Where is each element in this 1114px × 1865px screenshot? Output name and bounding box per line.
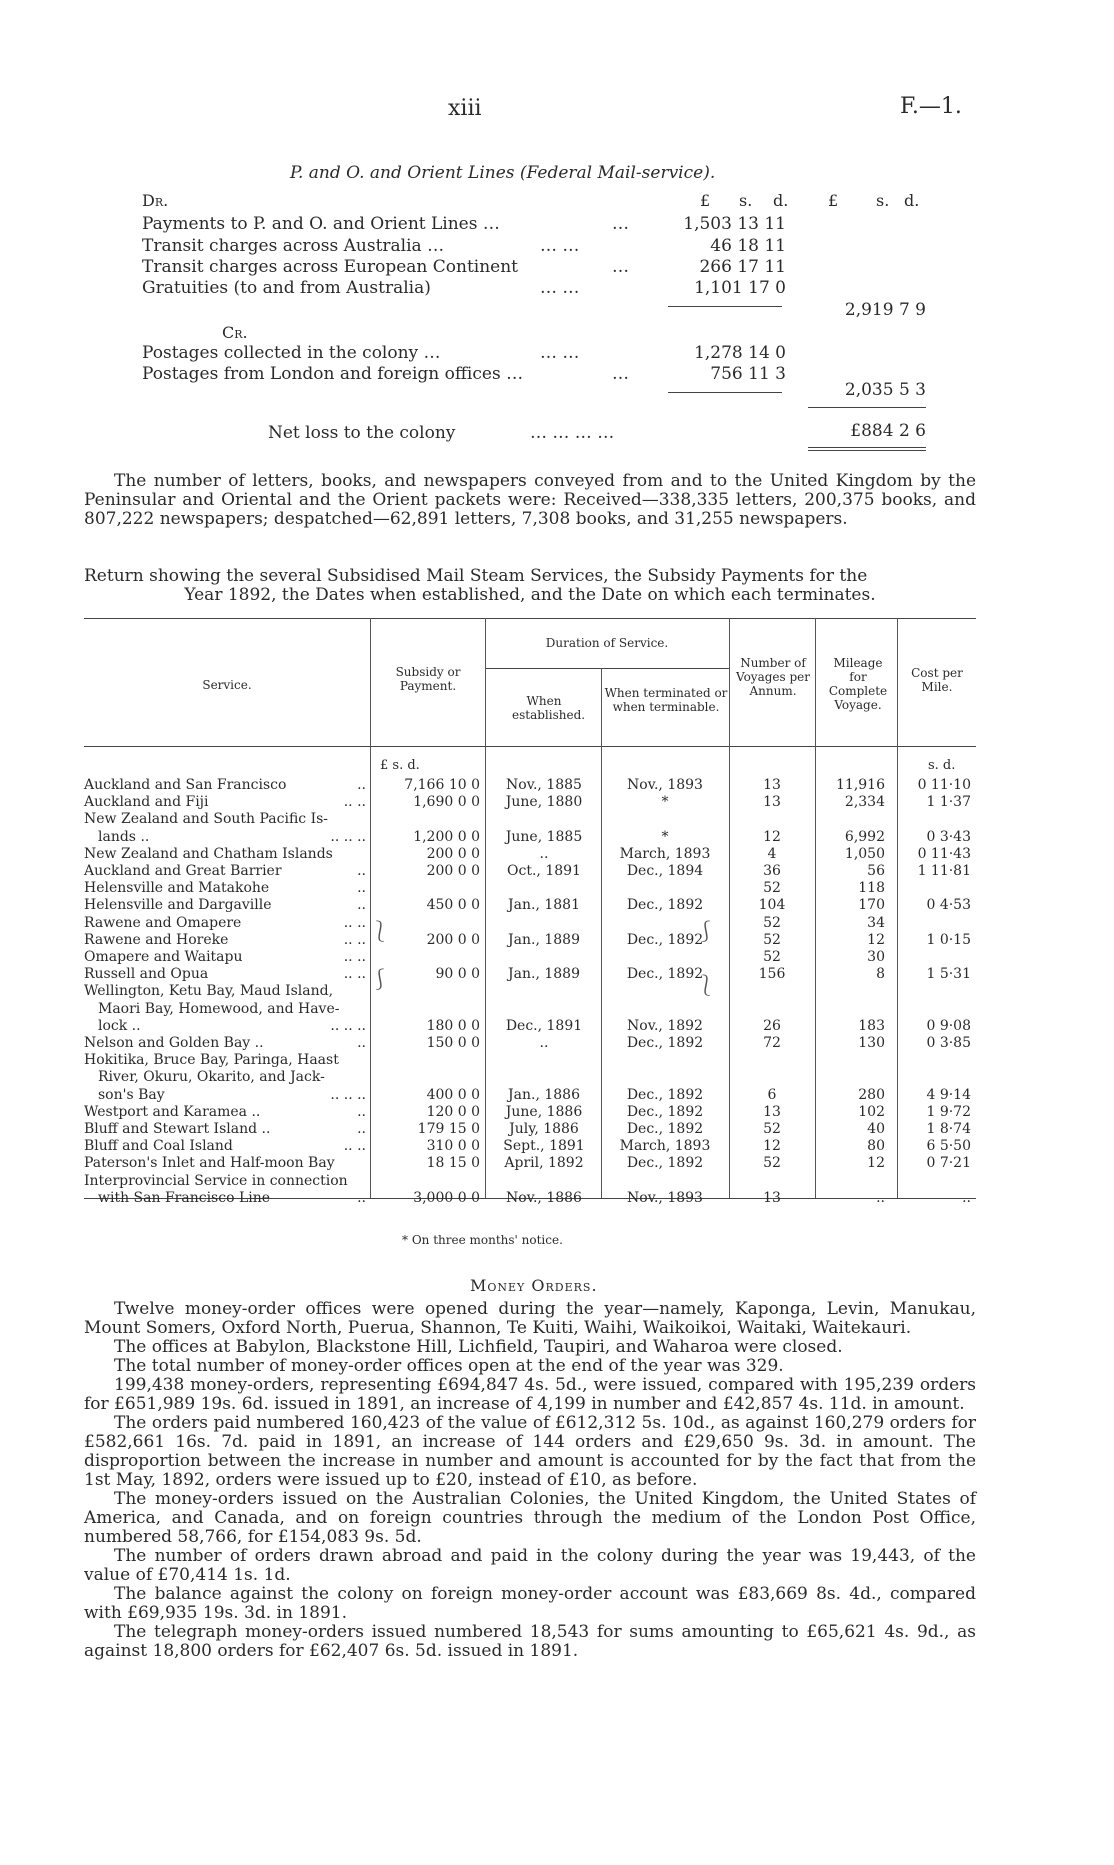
cell-leader-dots: .. [357,777,366,793]
table-row [84,845,976,863]
cell-subsidy: 1,200 0 0 [413,828,480,845]
col-head-pence: d. [773,191,789,210]
col-head-pounds: £ [700,191,711,210]
cell-cost: 0 11·10 [917,777,971,793]
brace-right: ⎰ [696,919,716,943]
cell-terminated: March, 1893 [619,1138,711,1155]
cell-leader-dots: .. [357,1189,366,1206]
cell-terminated: Dec., 1892 [626,1086,704,1103]
cell-established: Oct., 1891 [507,863,581,879]
cell-subsidy: 180 0 0 [426,1017,480,1034]
dr-item-amount: 46 18 11 [710,236,786,256]
cell-voyages: 156 [758,966,786,983]
cell-cost: 0 11·43 [917,845,971,862]
cell-cost: 1 1·37 [926,794,971,811]
cell-service: Bluff and Stewart Island .. [84,1121,271,1137]
cell-voyages: 52 [763,949,781,965]
cell-leader-dots: .. .. [343,794,366,811]
cell-voyages: 4 [767,845,777,862]
cell-terminated: Nov., 1892 [627,1017,703,1034]
cell-service: Rawene and Omapere [84,914,242,931]
cell-leader-dots: .. .. [343,1138,366,1155]
cell-terminated: Dec., 1892 [626,1121,704,1137]
total-rule [808,407,926,408]
cell-established: Nov., 1886 [506,1189,582,1206]
cell-mileage: 11,916 [836,777,885,793]
dr-item-dots: … [612,257,629,277]
cell-mileage: 40 [867,1121,885,1137]
cell-service: son's Bay [98,1086,165,1103]
table-header-rule [84,746,976,747]
cell-terminated: Dec., 1892 [626,1155,704,1172]
dr-label: Dr. [142,191,169,210]
table-row [84,810,976,828]
header-terminated: When terminated or when terminable. [604,686,728,714]
cell-terminated: Dec., 1892 [626,966,704,983]
intro-paragraph [84,472,976,529]
cell-cost: 6 5·50 [926,1138,971,1155]
account-title: P. and O. and Orient Lines (Federal Mail-service). [290,163,716,183]
col-head-shillings: s. [739,191,753,210]
cell-voyages: 12 [763,1138,781,1155]
cell-terminated: Nov., 1893 [627,1189,703,1206]
cell-service: Hokitika, Bruce Bay, Paringa, Haast [84,1052,339,1069]
cell-service: River, Okuru, Okarito, and Jack- [98,1069,325,1086]
dr-item-label: Gratuities (to and from Australia) [142,278,431,298]
table-row [84,1189,976,1207]
cell-established: Dec., 1891 [505,1017,583,1034]
cell-voyages: 13 [763,794,781,811]
page-number: xiii [448,96,482,121]
cell-voyages: 6 [767,1086,777,1103]
net-loss-label: Net loss to the colony [268,423,456,443]
table-footnote: * On three months' notice. [402,1233,563,1247]
money-orders-paragraph: The money-orders issued on the Australian Colonies, the United Kingdom, the United States of America, and Canada, and on foreign countries through the medium of the London Post Office, numbered 58,766, for £154,083 9s. 5d. [84,1489,976,1547]
cell-leader-dots: .. [357,1121,366,1137]
cell-mileage: 102 [858,1103,885,1120]
cell-established: Jan., 1881 [508,897,580,914]
subsidy-table [84,618,976,1218]
header-mileage: Mileage for Complete Voyage. [828,656,888,712]
dr-item-label: Transit charges across European Continent [142,257,519,277]
cell-voyages: 52 [763,1155,781,1172]
money-orders-paragraph: The total number of money-order offices open at the end of the year was 329. [114,1356,784,1376]
cell-service: Auckland and Fiji [84,794,209,811]
cell-voyages: 26 [763,1017,781,1034]
dr-item-dots: … … [540,236,580,256]
table-row [84,1068,976,1086]
return-title-line-2: Year 1892, the Dates when established, and the Date on which each terminates. [184,585,876,605]
cell-established: April, 1892 [504,1155,584,1172]
cell-service: Auckland and San Francisco [84,777,287,793]
cell-mileage: 280 [858,1086,885,1103]
cell-leader-dots: .. [357,863,366,879]
cr-item-label: Postages collected in the colony … [142,343,441,363]
cell-terminated: Dec., 1892 [626,897,704,914]
cell-service: with San Francisco Line [98,1189,271,1206]
header-service: Service. [202,678,252,692]
cell-subsidy: 150 0 0 [426,1035,480,1051]
table-row [84,1120,976,1138]
cell-voyages: 13 [763,777,781,793]
header-voyages: Number of Voyages per Annum. [736,656,810,698]
cell-leader-dots: .. [357,1103,366,1120]
cell-voyages: 72 [763,1035,781,1051]
cell-subsidy: 200 0 0 [426,931,480,948]
subtotal-rule [668,392,782,393]
cr-item-amount: 1,278 14 0 [694,343,786,363]
cell-cost: .. [962,1189,971,1206]
duration-sub-rule [485,668,729,669]
cell-subsidy: 200 0 0 [426,845,480,862]
money-orders-paragraph: The telegraph money-orders issued numbered 18,543 for sums amounting to £65,621 4s. 9d., as against 18,800 orders for £62,407 6s. 5d. issued in 1891. [84,1622,976,1661]
cell-cost: 0 3·43 [926,828,971,845]
cell-service: Maori Bay, Homewood, and Have- [98,1000,340,1017]
dr-item-dots: … [612,214,629,234]
cell-terminated: Dec., 1892 [626,931,704,948]
dr-total: 2,919 7 9 [844,300,926,320]
cell-service: Interprovincial Service in connection [84,1172,348,1189]
cell-terminated: * [661,794,669,811]
dr-item-amount: 266 17 11 [699,257,786,277]
cr-item-label: Postages from London and foreign offices … [142,364,524,384]
cell-cost: 0 7·21 [926,1155,971,1172]
cell-voyages: 104 [758,897,786,914]
money-orders-paragraph: Twelve money-order offices were opened during the year—namely, Kaponga, Levin, Manukau, Mount Somers, Oxford North, Puerua, Shannon, Te Kuiti, Waihi, Waikoikoi, Waitaki, Waitekauri. [84,1299,976,1338]
cell-cost: 1 11·81 [917,863,971,879]
cell-mileage: 170 [858,897,885,914]
cell-service: lands .. [98,828,150,845]
double-rule [808,450,926,451]
brace-right: ⎱ [696,973,716,997]
money-orders-paragraph: The number of orders drawn abroad and paid in the colony during the year was 19,443, of the value of £70,414 1s. 1d. [84,1546,976,1585]
table-row [84,1017,976,1035]
table-row [84,793,976,811]
cell-leader-dots: .. .. [343,949,366,965]
subtotal-rule [668,306,782,307]
cell-service: New Zealand and Chatham Islands [84,845,333,862]
cell-established: Nov., 1885 [506,777,582,793]
cell-mileage: .. [876,1189,885,1206]
cell-mileage: 30 [867,949,885,965]
cell-service: New Zealand and South Pacific Is- [84,811,329,828]
double-rule [808,447,926,448]
cell-subsidy: 1,690 0 0 [413,794,480,811]
money-orders-paragraph: The balance against the colony on foreign money-order account was £83,669 8s. 4d., compared with £69,935 19s. 3d. in 1891. [84,1584,976,1623]
cell-mileage: 2,334 [844,794,885,811]
dr-item-amount: 1,101 17 0 [694,278,786,298]
dr-item-dots: … … [540,278,580,298]
cell-mileage: 6,992 [844,828,885,845]
brace-left: ⎱ [370,919,390,943]
cell-cost: 0 3·85 [926,1035,971,1051]
net-loss-dots: … … … … [530,423,615,443]
cell-leader-dots: .. .. [343,931,366,948]
cell-established: June, 1886 [505,1103,583,1120]
cell-subsidy: 3,000 0 0 [413,1189,480,1206]
cell-terminated: Dec., 1892 [626,1103,704,1120]
document-reference: F.—1. [900,94,962,119]
cr-total: 2,035 5 3 [844,380,926,400]
cell-established: Jan., 1889 [508,931,580,948]
table-row [84,896,976,914]
units-cost: s. d. [928,758,956,773]
cell-subsidy: 200 0 0 [426,863,480,879]
cell-cost: 1 5·31 [926,966,971,983]
table-row [84,1103,976,1121]
dr-item-label: Payments to P. and O. and Orient Lines … [142,214,500,234]
intro-text: The number of letters, books, and newspapers conveyed from and to the United Kingdom by the Peninsular and Oriental and the Orient packets were: Received—338,335 letters, 200,375 books, and 807,222 newspapers; despatched—62,891 letters, 7,308 books, and 31,255 newspapers. [84,471,976,529]
col-head-pounds-total: £ [828,191,839,210]
cell-service: Helensville and Dargaville [84,897,272,914]
cell-leader-dots: .. .. [343,914,366,931]
cell-leader-dots: .. .. [343,966,366,983]
cell-leader-dots: .. .. .. [330,1086,366,1103]
cell-voyages: 13 [763,1103,781,1120]
table-row [84,965,976,983]
cell-subsidy: 120 0 0 [426,1103,480,1120]
table-row [84,1137,976,1155]
cell-service: Omapere and Waitapu [84,949,243,965]
cell-voyages: 13 [763,1189,781,1206]
cell-terminated: Dec., 1892 [626,1035,704,1051]
table-row [84,1034,976,1052]
cell-terminated: Nov., 1893 [627,777,703,793]
table-row [84,776,976,794]
cell-service: Westport and Karamea .. [84,1103,261,1120]
col-head-pence-total: d. [904,191,920,210]
header-duration: Duration of Service. [545,636,669,650]
table-row [84,982,976,1000]
cell-mileage: 56 [867,863,885,879]
table-row [84,1172,976,1190]
header-cost: Cost per Mile. [911,666,963,694]
table-row [84,1000,976,1018]
table-row [84,914,976,932]
cell-leader-dots: .. [357,1035,366,1051]
cell-mileage: 34 [867,914,885,931]
cell-cost: 1 9·72 [926,1103,971,1120]
table-row [84,931,976,949]
cell-leader-dots: .. .. .. [330,828,366,845]
cr-item-dots: … … [540,343,580,363]
cr-label: Cr. [222,323,248,342]
cell-service: Bluff and Coal Island [84,1138,233,1155]
cell-service: Auckland and Great Barrier [84,863,282,879]
cell-mileage: 130 [858,1035,885,1051]
col-head-shillings-total: s. [876,191,890,210]
table-row [84,1154,976,1172]
cell-cost: 4 9·14 [926,1086,971,1103]
table-row [84,879,976,897]
return-title [84,567,976,605]
cell-cost: 0 9·08 [926,1017,971,1034]
cell-service: Helensville and Matakohe [84,880,270,897]
cell-mileage: 80 [867,1138,885,1155]
money-orders-paragraph: The offices at Babylon, Blackstone Hill, Lichfield, Taupiri, and Waharoa were closed. [114,1337,843,1357]
table-row [84,828,976,846]
cell-terminated: * [661,828,669,845]
cell-subsidy: 400 0 0 [426,1086,480,1103]
cell-service: lock .. [98,1017,141,1034]
cell-established: June, 1885 [505,828,583,845]
cell-service: Nelson and Golden Bay .. [84,1035,264,1051]
cell-mileage: 8 [876,966,885,983]
money-orders-heading: Money Orders. [470,1276,598,1295]
cell-established: .. [539,845,549,862]
cell-mileage: 1,050 [844,845,885,862]
cell-leader-dots: .. .. .. [330,1017,366,1034]
table-row [84,1051,976,1069]
cell-service: Russell and Opua [84,966,209,983]
units-subsidy: £ s. d. [380,758,420,773]
cell-established: Sept., 1891 [503,1138,585,1155]
cell-terminated: March, 1893 [619,845,711,862]
return-title-line-1: Return showing the several Subsidised Mail Steam Services, the Subsidy Payments for the [84,566,868,586]
net-loss-total: £884 2 6 [850,421,926,441]
cell-cost: 1 0·15 [926,931,971,948]
cell-established: Jan., 1889 [508,966,580,983]
cell-service: Paterson's Inlet and Half-moon Bay [84,1155,335,1172]
cell-voyages: 52 [763,1121,781,1137]
header-established: When established. [512,694,586,722]
cr-item-dots: … [612,364,629,384]
cell-mileage: 12 [867,1155,885,1172]
cell-voyages: 52 [763,880,781,897]
table-row [84,948,976,966]
cell-mileage: 183 [858,1017,885,1034]
table-top-rule [84,618,976,619]
cell-established: June, 1880 [505,794,583,811]
cell-voyages: 52 [763,931,781,948]
cell-voyages: 12 [763,828,781,845]
cell-subsidy: 179 15 0 [417,1121,480,1137]
cell-service: Rawene and Horeke [84,931,229,948]
cell-service: Wellington, Ketu Bay, Maud Island, [84,983,334,1000]
dr-item-label: Transit charges across Australia … [142,236,445,256]
cell-voyages: 36 [763,863,781,879]
cell-mileage: 118 [858,880,885,897]
dr-item-amount: 1,503 13 11 [683,214,786,234]
cell-subsidy: 310 0 0 [426,1138,480,1155]
cell-terminated: Dec., 1894 [626,863,704,879]
brace-left: ⎰ [370,967,390,991]
cell-established: .. [539,1035,549,1051]
table-row [84,862,976,880]
cell-mileage: 12 [867,931,885,948]
cell-subsidy: 7,166 10 0 [404,777,480,793]
cell-cost: 1 8·74 [926,1121,971,1137]
cell-subsidy: 450 0 0 [426,897,480,914]
cr-item-amount: 756 11 3 [710,364,786,384]
header-subsidy: Subsidy or Payment. [395,665,461,693]
cell-established: July, 1886 [509,1121,579,1137]
money-orders-paragraph: The orders paid numbered 160,423 of the value of £612,312 5s. 10d., as against 160,279 orders for £582,661 16s. 7d. paid in 1891, an increase of 144 orders and £29,650 9s. 3d. in amount. The disproportion between the increase in number and amount is accounted for by the fact that from the 1st May, 1892, orders were issued up to £20, instead of £10, as before. [84,1413,976,1490]
cell-voyages: 52 [763,914,781,931]
cell-leader-dots: .. [357,897,366,914]
cell-cost: 0 4·53 [926,897,971,914]
cell-established: Jan., 1886 [508,1086,580,1103]
money-orders-paragraph: 199,438 money-orders, representing £694,847 4s. 5d., were issued, compared with 195,239 orders for £651,989 19s. 6d. issued in 1891, an increase of 4,199 in number and £42,857 4s. 11d. in amount. [84,1375,976,1414]
cell-subsidy: 90 0 0 [435,966,480,983]
cell-leader-dots: .. [357,880,366,897]
cell-subsidy: 18 15 0 [426,1155,480,1172]
money-orders-body [84,1300,976,1661]
table-row [84,1086,976,1104]
